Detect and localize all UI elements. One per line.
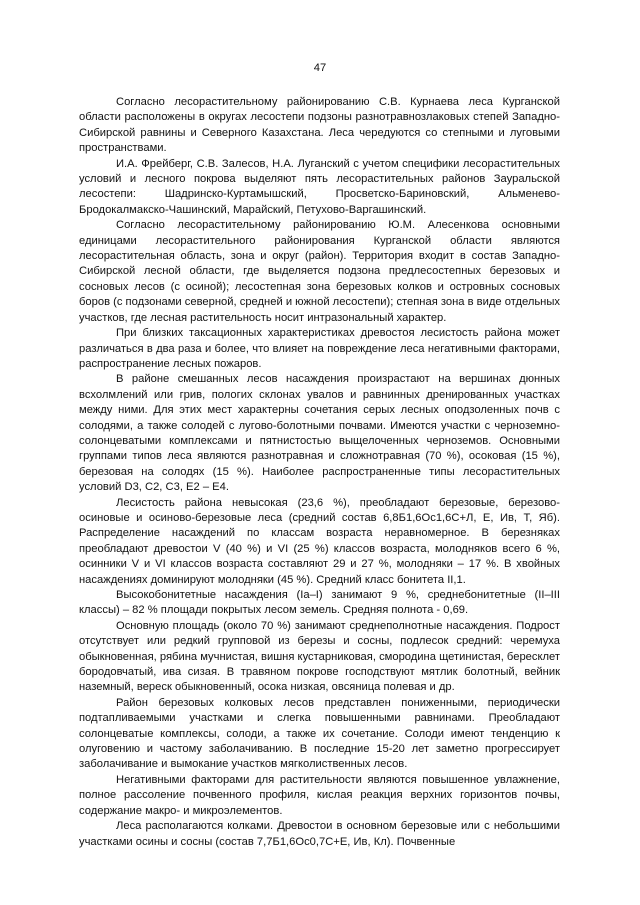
paragraph-stand-density: Основную площадь (около 70 %) занимают среднеполнотные насаждения. Подрост отсутствует или редкий групповой из березы и сосны, подлесок средний: черемуха обыкновенная, рябина мучнистая, вишня кустарниковая, смородина щетинистая, бересклет бородовчатый, ива сизая. В травяном покрове господствуют мятлик болотный, вейник наземный, вереск обыкновенный, осока низкая, овсяница полевая и др. bbox=[79, 619, 560, 694]
paragraph-forest-cover: При близких таксационных характеристиках древостоя лесистость района может различаться в два раза и более, что влияет на повреждение леса негативными факторами, распространение лесных пожаров. bbox=[79, 327, 560, 370]
paragraph-mixed-forests: В районе смешанных лесов насаждения произрастают на вершинах дюнных всхолмлений или грив, пологих склонах увалов и равнинных дренированных участках между ними. Для этих мест характерны сочетания серых лесных оподзоленных почв с солодями, а также солодей с лугово-болотными почвами. Имеются участки с черноземно-солонцеватыми комплексами и пятнистостью выщелоченных черноземов. Основными группами типов леса являются разнотравная и сложнотравная (70 %), осоковая (15 %), березовая на солодях (15 %). Наиболее распространенные типы лесорастительных условий D3, C2, C3, E2 – E4. bbox=[79, 373, 560, 494]
paragraph-site-classes: Высокобонитетные насаждения (Ia–I) занимают 9 %, среднебонитетные (II–III классы) – 82 % площади покрытых лесом земель. Средняя полнота - 0,69. bbox=[79, 589, 560, 617]
paragraph-negative-factors: Негативными факторами для растительности являются повышенное увлажнение, полное рассоление почвенного профиля, кислая реакция верхних горизонтов почвы, содержание макро- и микроэлементов. bbox=[79, 773, 560, 817]
page-number: 47 bbox=[313, 62, 327, 74]
paragraph-forest-regions: И.А. Фрейберг, С.В. Залесов, Н.А. Луганский с учетом специфики лесорастительных условий и лесного покрова выделяют пять лесорастительных районов Зауральской лесостепи: Шадринско-Куртамышский, Просветско-Бариновский, Альменево-Бродокалмакско-Чашинский, Марайский, Петухово-Варгашинский. bbox=[79, 157, 560, 216]
document-body bbox=[79, 95, 560, 850]
paragraph-alesenkov-zoning: Согласно лесорастительному районированию Ю.М. Алесенкова основными единицами лесорастительного районирования Курганской области являются лесорастительная область, зона и округ (район). Территория входит в состав Западно-Сибирской лесной области, где выделяется подзона предлесостепных березовых и сосновых лесов (с осиной); лесостепная зона березовых колков и островных сосновых боров (с подзонами северной, средней и южной лесостепи); степная зона в виде отдельных участков, где лесная растительность носит интразональный характер. bbox=[79, 219, 560, 324]
paragraph-forest-composition: Лесистость района невысокая (23,6 %), преобладают березовые, березово-осиновые и осиново-березовые леса (средний состав 6,8Б1,6Ос1,6С+Л, Е, Ив, Т, Яб). Распределение насаждений по классам возраста неравномерное. В березняках преобладают древостои V (40 %) и VI (25 %) классов возраста, молодняков всего 6 %, осинники V и VI классов возраста составляют 29 и 27 %, молодняки – 17 %. В хвойных насаждениях доминируют молодняки (45 %). Средний класс бонитета II,1. bbox=[79, 496, 560, 586]
paragraph-kurnaev-zoning: Согласно лесорастительному районированию С.В. Курнаева леса Курганской области расположены в округах лесостепи подзоны разнотравнозлаковых степей Западно-Сибирской равнины и Северного Казахстана. Леса чередуются со степными и луговыми пространствами. bbox=[79, 96, 560, 155]
paragraph-forest-groves: Леса располагаются колками. Древостои в основном березовые или с небольшими участками осины и сосны (состав 7,7Б1,6Ос0,7С+Е, Ив, Кл). Почвенные bbox=[79, 820, 560, 848]
paragraph-birch-groves: Район березовых колковых лесов представлен пониженными, периодически подтапливаемыми участками и слегка повышенными равнинами. Преобладают солонцеватые комплексы, солоди, а также их сочетание. Солоди имеют тенденцию к олуговению и частому заболачиванию. В последние 15-20 лет заметно прогрессирует заболачивание и вымокание участков мягколиственных лесов. bbox=[79, 696, 560, 771]
